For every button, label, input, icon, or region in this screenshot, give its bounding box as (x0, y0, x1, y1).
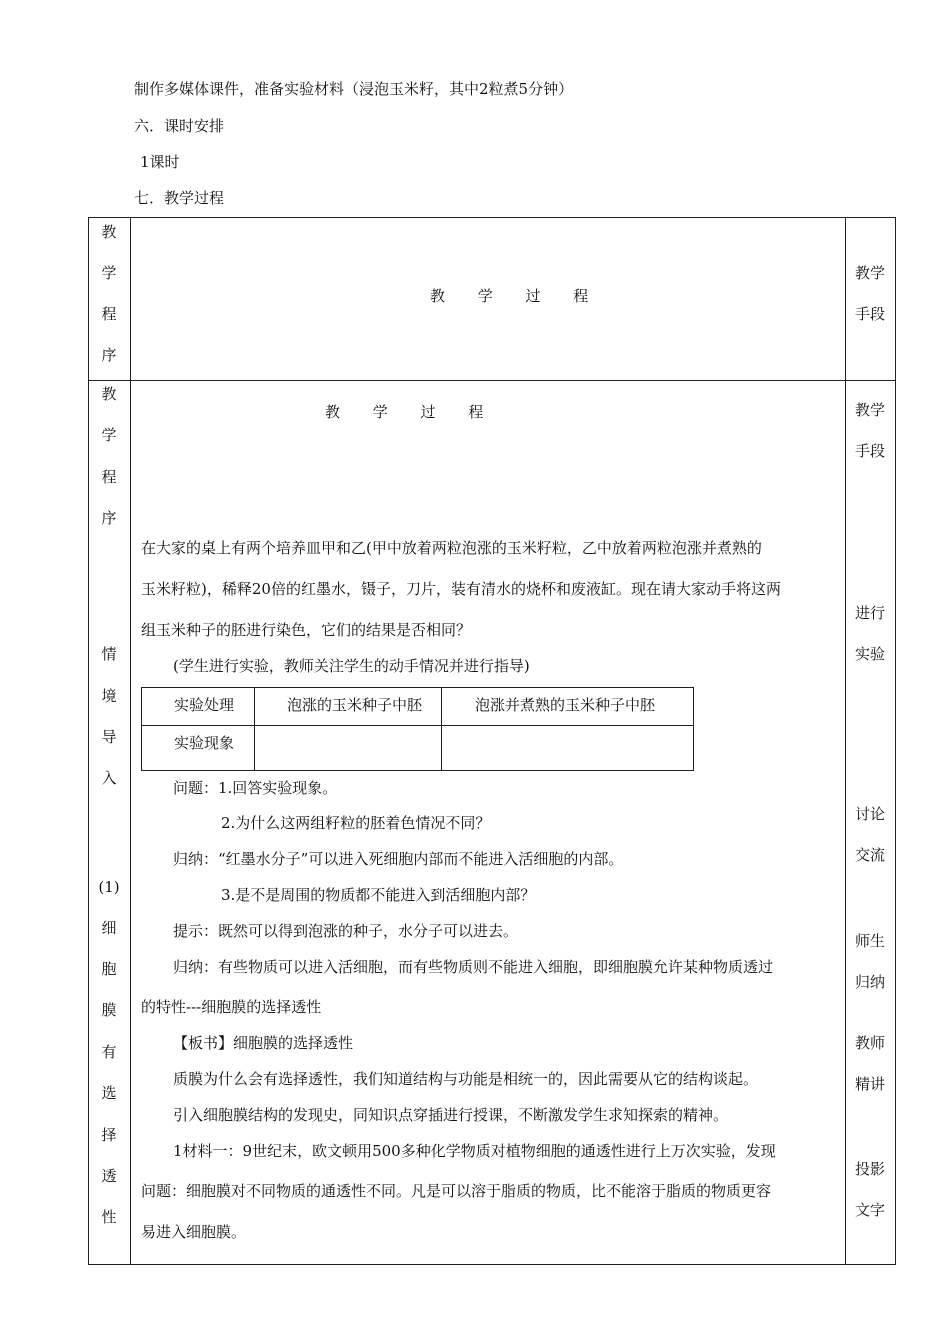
body-left-char: 透 (101, 1167, 117, 1185)
body-left-char: 序 (101, 509, 117, 527)
body-left-char: 择 (101, 1126, 117, 1144)
body-left-char: 胞 (101, 960, 117, 978)
body-left-char: 膜 (101, 1001, 117, 1019)
intro-section-seven: 七．教学过程 (134, 189, 225, 207)
right-label: 讨论 (854, 805, 885, 823)
paragraph-line: 归纳：有些物质可以进入活细胞，而有些物质则不能进入细胞，即细胞膜允许某种物质透过 (173, 958, 774, 976)
experiment-table-header: 泡涨的玉米种子中胚 (287, 696, 423, 714)
right-label: 教学 (854, 401, 885, 419)
right-label: 实验 (854, 645, 885, 663)
right-label: 交流 (854, 846, 885, 864)
experiment-table-header: 泡涨并煮熟的玉米种子中胚 (475, 696, 656, 714)
paragraph-line: 玉米籽粒)，稀释20倍的红墨水，镊子，刀片，装有清水的烧杯和废液缸。现在请大家动手将这两 (141, 580, 781, 598)
right-label: 教师 (854, 1034, 885, 1052)
right-label: 进行 (854, 604, 885, 622)
intro-section-six: 六．课时安排 (134, 117, 225, 135)
body-left-char: 情 (101, 645, 117, 663)
experiment-table-row-divider (142, 725, 693, 726)
table-right-divider (845, 217, 846, 1265)
body-left-char: 教 (101, 385, 117, 403)
right-label: 精讲 (854, 1075, 885, 1093)
paragraph-line: 组玉米种子的胚进行染色，它们的结果是否相同？ (141, 621, 472, 639)
paragraph-line: (学生进行实验，教师关注学生的动手情况并进行指导) (173, 657, 530, 675)
inner-title: 教 学 过 程 (325, 403, 498, 421)
header-left-char: 程 (101, 305, 117, 323)
body-left-char: 导 (101, 728, 117, 746)
header-right-label: 教学 (854, 264, 885, 282)
body-left-char: 细 (101, 919, 117, 937)
intro-materials: 制作多媒体课件，准备实验材料（浸泡玉米籽，其中2粒煮5分钟） (134, 80, 574, 98)
experiment-table-row-label: 实验现象 (174, 734, 235, 752)
paragraph-line: 易进入细胞膜。 (141, 1223, 247, 1241)
body-left-char: (1) (98, 878, 120, 896)
intro-periods: 1课时 (140, 153, 180, 171)
paragraph-line: 3.是不是周围的物质都不能进入到活细胞内部？ (221, 886, 536, 904)
right-label: 文字 (854, 1201, 885, 1219)
body-left-char: 性 (101, 1208, 117, 1226)
body-left-char: 入 (101, 769, 117, 787)
paragraph-line: 1材料一：9世纪末，欧文顿用500多种化学物质对植物细胞的通透性进行上万次实验，发现 (173, 1142, 776, 1160)
experiment-table-col-divider (441, 688, 442, 770)
experiment-table (141, 687, 694, 771)
table-left-divider (130, 217, 131, 1265)
body-left-char: 程 (101, 468, 117, 486)
header-left-char: 教 (101, 223, 117, 241)
paragraph-line: 归纳：“红墨水分子”可以进入死细胞内部而不能进入活细胞的内部。 (173, 850, 624, 868)
paragraph-line: 2.为什么这两组籽粒的胚着色情况不同？ (221, 814, 491, 832)
experiment-table-header: 实验处理 (174, 696, 235, 714)
paragraph-line: 问题：细胞膜对不同物质的通透性不同。凡是可以溶于脂质的物质，比不能溶于脂质的物质更容 (141, 1182, 772, 1200)
header-left-char: 序 (101, 346, 117, 364)
table-header-divider (88, 380, 896, 381)
paragraph-line: 问题：1.回答实验现象。 (173, 779, 338, 797)
right-label: 投影 (854, 1160, 885, 1178)
experiment-table-col-divider (254, 688, 255, 770)
paragraph-line: 提示：既然可以得到泡涨的种子，水分子可以进去。 (173, 922, 519, 940)
right-label: 归纳 (854, 973, 885, 991)
paragraph-line: 引入细胞膜结构的发现史，同知识点穿插进行授课，不断激发学生求知探索的精神。 (173, 1106, 729, 1124)
right-label: 师生 (854, 932, 885, 950)
paragraph-line: 的特性---细胞膜的选择透性 (141, 998, 322, 1016)
right-label: 手段 (854, 442, 885, 460)
header-left-char: 学 (101, 264, 117, 282)
body-left-char: 有 (101, 1043, 117, 1061)
board-note: 【板书】细胞膜的选择透性 (173, 1034, 354, 1052)
header-title: 教 学 过 程 (430, 287, 603, 305)
paragraph-line: 在大家的桌上有两个培养皿甲和乙(甲中放着两粒泡涨的玉米籽粒，乙中放着两粒泡涨并煮熟的 (141, 539, 762, 557)
body-left-char: 学 (101, 426, 117, 444)
paragraph-line: 质膜为什么会有选择透性，我们知道结构与功能是相统一的，因此需要从它的结构谈起。 (173, 1070, 759, 1088)
body-left-char: 境 (101, 687, 117, 705)
header-right-label: 手段 (854, 305, 885, 323)
body-left-char: 选 (101, 1084, 117, 1102)
